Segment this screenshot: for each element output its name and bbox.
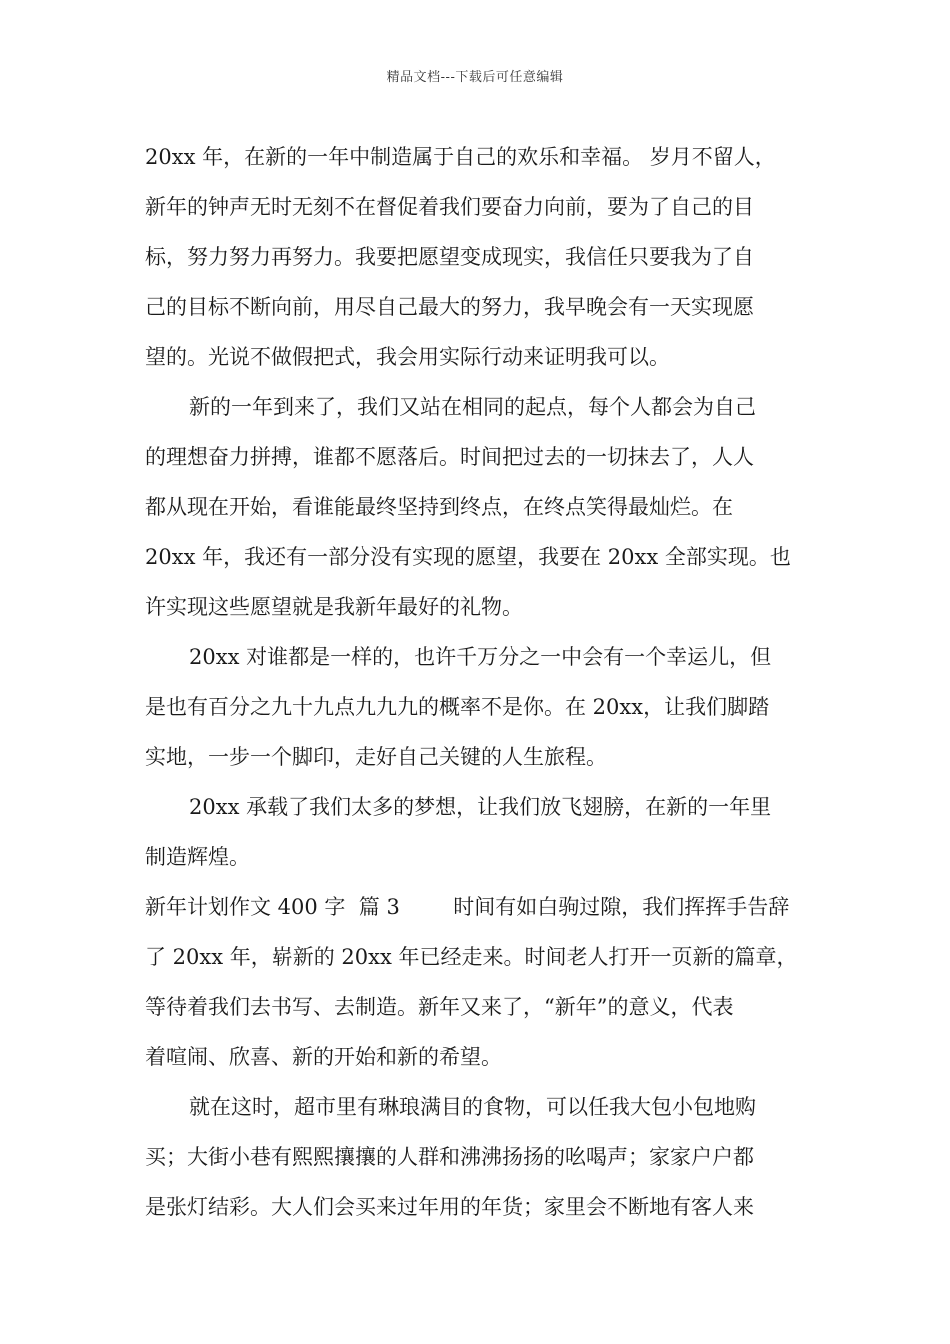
- text-line: 己的目标不断向前，用尽自己最大的努力，我早晚会有一天实现愿: [145, 295, 754, 319]
- section-heading-line: [145, 882, 809, 932]
- paragraph-start-line: 20xx 承载了我们太多的梦想，让我们放飞翅膀，在新的一年里: [189, 795, 772, 819]
- document-body: [145, 132, 809, 1232]
- text-line: 新年的钟声无时无刻不在督促着我们要奋力向前，要为了自己的目: [145, 195, 754, 219]
- text-line: 是张灯结彩。大人们会买来过年用的年货；家里会不断地有客人来: [145, 1195, 754, 1219]
- text-line: 等待着我们去书写、去制造。新年又来了，“新年”的意义，代表: [145, 995, 734, 1019]
- page-header: 精品文档---下载后可任意编辑: [386, 70, 564, 85]
- paragraph-start-line: 20xx 对谁都是一样的，也许千万分之一中会有一个幸运儿，但: [189, 645, 772, 669]
- text-line: 许实现这些愿望就是我新年最好的礼物。: [145, 595, 523, 619]
- text-line: 的理想奋力拼搏，谁都不愿落后。时间把过去的一切抹去了，人人: [145, 445, 754, 469]
- text-line: 20xx 年，我还有一部分没有实现的愿望，我要在 20xx 全部实现。也: [145, 545, 791, 569]
- paragraph-start-line: 新的一年到来了，我们又站在相同的起点，每个人都会为自己: [189, 395, 756, 419]
- paragraph-start-line: 就在这时，超市里有琳琅满目的食物，可以任我大包小包地购: [189, 1095, 756, 1119]
- text-line: 了 20xx 年，崭新的 20xx 年已经走来。时间老人打开一页新的篇章，: [145, 945, 798, 969]
- text-line: 望的。光说不做假把式，我会用实际行动来证明我可以。: [145, 345, 670, 369]
- section-heading-text: 新年计划作文 400 字 篇 3 时间有如白驹过隙，我们挥挥手告辞: [145, 895, 790, 919]
- text-line: 实地，一步一个脚印，走好自己关键的人生旅程。: [145, 745, 607, 769]
- text-line: 标，努力努力再努力。我要把愿望变成现实，我信任只要我为了自: [145, 245, 754, 269]
- text-line: 20xx 年，在新的一年中制造属于自己的欢乐和幸福。 岁月不留人，: [145, 145, 776, 169]
- text-line: 都从现在开始，看谁能最终坚持到终点，在终点笑得最灿烂。在: [145, 495, 733, 519]
- text-line: 制造辉煌。: [145, 845, 250, 869]
- text-line: 买；大街小巷有熙熙攘攘的人群和沸沸扬扬的吆喝声；家家户户都: [145, 1145, 754, 1169]
- text-line: 着喧闹、欣喜、新的开始和新的希望。: [145, 1045, 502, 1069]
- text-line: 是也有百分之九十九点九九九的概率不是你。在 20xx，让我们脚踏: [145, 695, 770, 719]
